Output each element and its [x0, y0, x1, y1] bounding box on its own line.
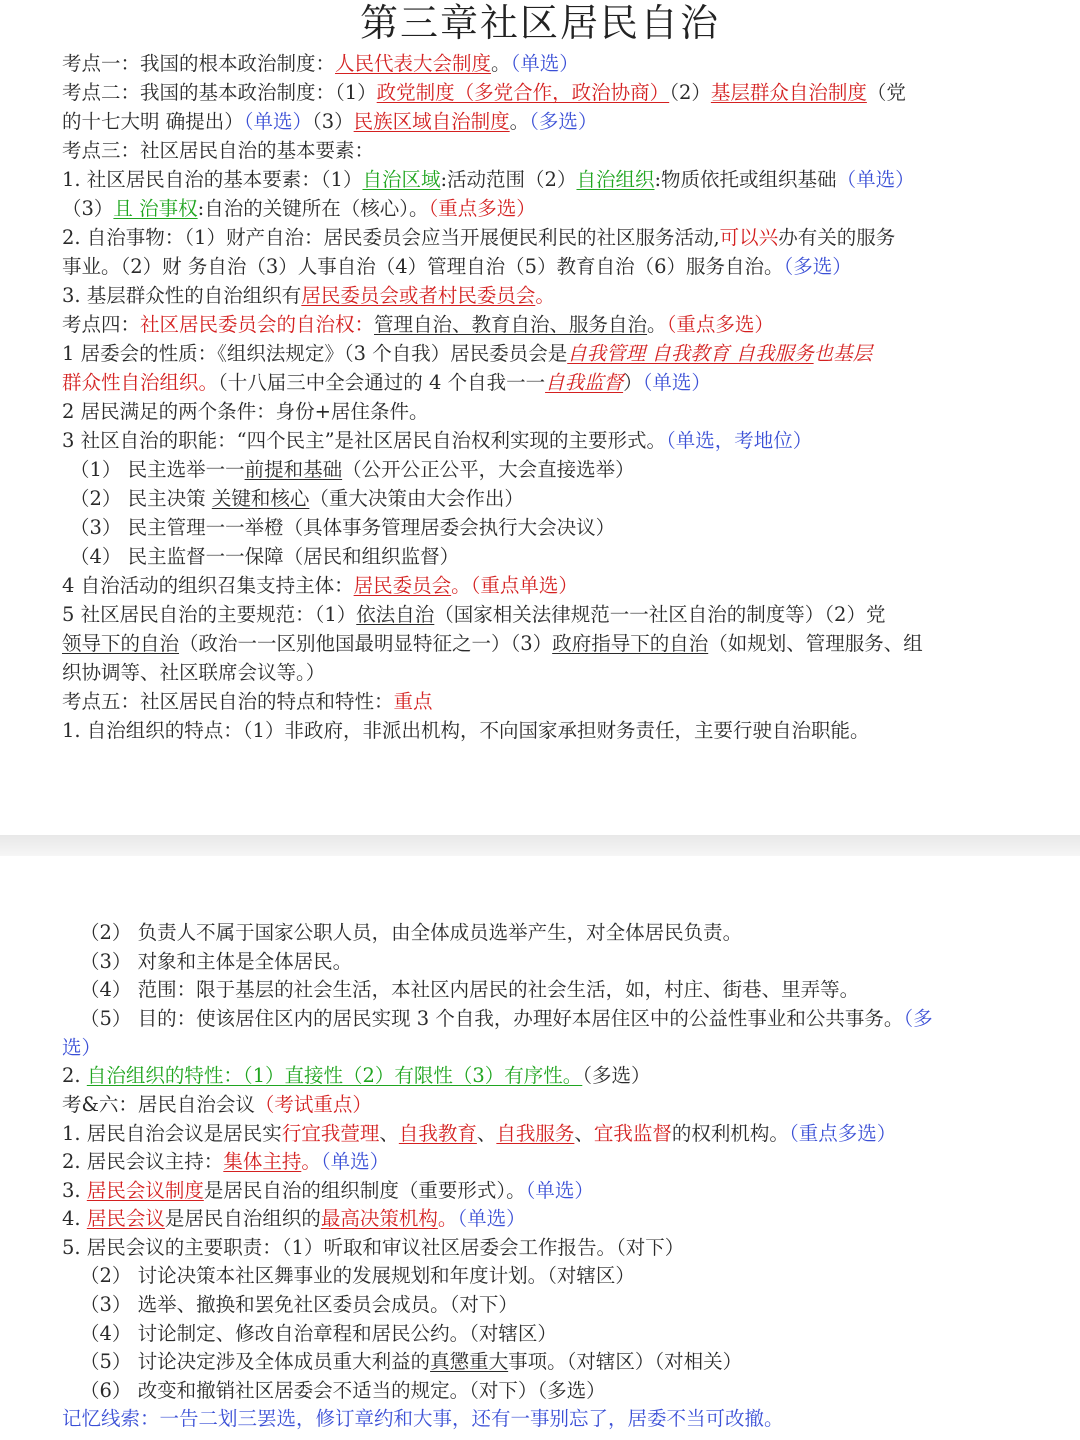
- page-title: 第三章社区居民自治: [359, 1, 720, 45]
- text: 。: [491, 52, 511, 75]
- question-type-tag: （单选，考地位）: [666, 429, 813, 452]
- highlight-text: 群众性自治组织。: [62, 371, 219, 394]
- text: 3. 基层群众性的自治组织有: [62, 284, 302, 307]
- text: （4） 讨论制定、修改自治章程和居民公约。（对辖区）: [80, 1322, 557, 1345]
- question-type-tag: （单选）: [243, 110, 312, 133]
- highlight-text: 居民会议: [86, 1207, 165, 1230]
- text: :活动范围（2）: [440, 168, 577, 191]
- handwritten-note: 自我监督: [545, 371, 624, 394]
- exam-point-4-item-5-cont: [62, 629, 1028, 658]
- text: （5） 讨论决定涉及全体成员重大利益的: [80, 1350, 431, 1373]
- text: 织协调等、社区联席会议等。）: [62, 661, 326, 684]
- underlined-text: 领导下的自治: [62, 632, 180, 655]
- text: （5） 目的：使该居住区内的居民实现 3 个自我，办理好本居住区中的公益性事业和公共事务。: [80, 1007, 904, 1030]
- democracy-item-1: [70, 455, 1036, 484]
- text: 2 居民满足的两个条件：身份+居住条件。: [62, 400, 429, 423]
- highlight-text: 人民代表大会制度: [335, 52, 492, 75]
- question-type-tag: （单选）: [525, 1179, 594, 1202]
- highlight-text: 政党制度（多党合作，政治协商）: [376, 81, 670, 104]
- highlight-text: 居民委员会: [353, 574, 452, 597]
- democracy-item-3: [70, 513, 1036, 542]
- exam-point-1: [62, 49, 1028, 78]
- exam-point-4-item-4: [62, 571, 1028, 600]
- highlight-text: 集体主持: [223, 1150, 302, 1173]
- underlined-text: 前提和基础: [244, 458, 343, 481]
- exam-point-3-item-1: [62, 165, 1028, 194]
- text: （政治一一区别他国最明显特征之一）（3）: [179, 632, 553, 655]
- exam-point-4-item-1: [62, 339, 1028, 368]
- highlight-text: 且 治事权: [113, 197, 198, 220]
- text: 5 社区居民自治的主要规范：（1）: [62, 603, 357, 626]
- exam-point-6-item-5: [62, 1233, 1028, 1262]
- exam-point-5: [62, 687, 1028, 716]
- text: 。: [509, 110, 530, 133]
- highlight-text: 重点: [393, 690, 433, 713]
- text: （3） 民主管理一一举橙（具体事务管理居委会执行大会决议）: [70, 516, 616, 539]
- text: 。: [437, 1207, 458, 1230]
- text: 事项。（对辖区）（对相关）: [508, 1350, 743, 1373]
- text: 3 社区自治的职能：“四个民主”是社区居民自治权利实现的主要形式。: [62, 429, 667, 452]
- exam-point-6-item-4: [62, 1204, 1028, 1233]
- question-type-tag: （单选）: [457, 1207, 526, 1230]
- question-type-tag: （多: [903, 1007, 933, 1030]
- text: （2） 民主决策: [70, 487, 212, 510]
- question-type-tag: （单选）: [320, 1150, 390, 1173]
- text: 2.: [62, 1064, 87, 1087]
- handwritten-note: 也基层: [813, 342, 873, 365]
- text: （国家相关法律规范一一社区自治的制度等）（2）党: [434, 603, 886, 626]
- underlined-text: 政府指导下的自治: [552, 632, 709, 655]
- text: 考点五：社区居民自治的特点和特性：: [62, 690, 394, 713]
- question-type-tag: （重点多选）: [666, 313, 774, 336]
- text: （2） 讨论决策本社区舞事业的发展规划和年度计划。（对辖区）: [80, 1264, 635, 1287]
- highlight-text: 自治组织的特性：（1）直接性（2）有限性（3）有序性。: [86, 1064, 583, 1087]
- text: 、: [476, 1122, 497, 1145]
- question-type-tag: （考试重点）: [254, 1093, 372, 1116]
- question-type-tag: （重点多选）: [428, 197, 536, 220]
- exam-point-4-item-3: [62, 426, 1028, 455]
- highlight-text: 自我服务: [496, 1122, 575, 1145]
- exam-point-4-item-5-cont2: [62, 658, 1028, 687]
- question-type-tag: （重点多选）: [788, 1122, 897, 1145]
- text: （1） 民主选举一一: [70, 458, 245, 481]
- question-type-tag: （单选）: [836, 168, 915, 191]
- exam-point-3-item-3: [62, 281, 1028, 310]
- exam-point-3-item-1-cont: [62, 194, 1028, 223]
- exam-point-4-item-5: [62, 600, 1028, 629]
- highlight-text: 民族区域自治制度: [353, 110, 510, 133]
- text: 5. 居民会议的主要职责：（1）听取和审议社区居委会工作报告。（对下）: [62, 1236, 685, 1259]
- text: 1 居委会的性质：《组织法规定》（3 个自我）居民委员会是: [62, 342, 568, 365]
- exam-point-4-item-1-cont: [62, 368, 1028, 397]
- exam-point-6-item-1: [62, 1119, 1028, 1148]
- highlight-text: 自治区域: [362, 168, 441, 191]
- text: （2）: [669, 81, 711, 104]
- text: :物质依托或组织基础: [654, 168, 837, 191]
- question-type-tag: （多选）: [529, 110, 598, 133]
- exam-point-5-item-2: [62, 1061, 1028, 1090]
- text: 是居民自治的组织制度（重要形式）。: [203, 1179, 526, 1202]
- duty-item-6: [80, 1376, 1046, 1405]
- democracy-item-2: [70, 484, 1036, 513]
- document-page-2: [0, 856, 1080, 1440]
- highlight-text: 居民委员会或者村民委员会: [301, 284, 536, 307]
- underlined-text: 关键和核心: [211, 487, 310, 510]
- text: 2. 自治事物：（1）财产自治：居民委员会应当开展便民利民的社区服务活动,: [62, 226, 720, 249]
- question-type-tag: （重点单选）: [470, 574, 578, 597]
- feature-item-5: [80, 1004, 1046, 1033]
- question-type-tag: （单选）: [510, 52, 579, 75]
- exam-point-6-item-2: [62, 1147, 1028, 1176]
- text: 4.: [62, 1207, 87, 1230]
- highlight-text: 行宜我萱理: [281, 1122, 380, 1145]
- text: 4 自治活动的组织召集支持主体：: [62, 574, 354, 597]
- highlight-text: 社区居民委员会的自治权：: [140, 313, 375, 336]
- text: 3.: [62, 1179, 87, 1202]
- text: 考点一：我国的根本政治制度：: [62, 52, 336, 75]
- feature-item-2: [80, 918, 1046, 947]
- exam-point-5-item-1: [62, 716, 1028, 745]
- text: 办有关的服务: [778, 226, 896, 249]
- text: （3）: [311, 110, 354, 133]
- highlight-text: 居民会议制度: [86, 1179, 204, 1202]
- text: （4） 范围：限于基层的社会生活，本社区内居民的社会生活，如，村庄、街巷、里弄等。: [80, 978, 860, 1001]
- text: （党: [866, 81, 906, 104]
- text: 1. 社区居民自治的基本要素：（1）: [62, 168, 363, 191]
- text: （4） 民主监督一一保障（居民和组织监督）: [70, 545, 460, 568]
- exam-point-3: [62, 136, 1028, 165]
- highlight-text: 最高决策机构: [320, 1207, 438, 1230]
- text: 2. 居民会议主持：: [62, 1150, 224, 1173]
- underlined-text: 真懲重大: [430, 1350, 509, 1373]
- underlined-text: 管理自治、教育自治、服务自治: [374, 313, 648, 336]
- text: 。: [647, 313, 667, 336]
- text: 考&六：居民自治会议: [62, 1093, 255, 1116]
- text: 、: [574, 1122, 594, 1145]
- feature-item-5-cont: [62, 1033, 1028, 1062]
- exam-point-6-item-3: [62, 1176, 1028, 1205]
- exam-point-2-cont: [62, 107, 1028, 136]
- memory-cue-text: 记忆线索：一告二划三罢选，修订章约和大事，还有一事别忘了，居委不当可改撤。: [62, 1407, 784, 1430]
- text: 考点二：我国的基本政治制度：（1）: [62, 81, 377, 104]
- highlight-text: 基层群众自治制度: [710, 81, 867, 104]
- text: 是居民自治组织的: [164, 1207, 321, 1230]
- text: 。: [535, 284, 555, 307]
- memory-cue: [62, 1404, 1028, 1433]
- feature-item-3: [80, 947, 1046, 976]
- text: （公开公正公平，大会直接选举）: [342, 458, 635, 481]
- text: （3）: [62, 197, 114, 220]
- duty-item-3: [80, 1290, 1046, 1319]
- text: （重大决策由大会作出）: [309, 487, 524, 510]
- underlined-text: 依法自治: [356, 603, 435, 626]
- exam-point-4: [62, 310, 1028, 339]
- question-type-tag: （单选）: [642, 371, 711, 394]
- duty-item-5: [80, 1347, 1046, 1376]
- text: 事业。（2）财 务自治（3）人事自治（4）管理自治（5）教育自治（6）服务自治。: [62, 255, 784, 278]
- text: 。: [451, 574, 471, 597]
- question-type-tag: （多选）: [783, 255, 852, 278]
- question-type-tag: （多选）: [582, 1064, 651, 1087]
- text: 1. 居民自治会议是居民实: [62, 1122, 282, 1145]
- text: （2） 负责人不属于国家公职人员，由全体成员选举产生，对全体居民负责。: [80, 921, 743, 944]
- text: （如规划、管理服务、组: [708, 632, 923, 655]
- highlight-text: 宜我监督: [593, 1122, 672, 1145]
- text: 。: [301, 1150, 321, 1173]
- highlight-text: 自我教育: [398, 1122, 477, 1145]
- exam-point-3-item-2: [62, 223, 1028, 252]
- duty-item-4: [80, 1319, 1046, 1348]
- highlight-text: 可以兴: [719, 226, 779, 249]
- exam-point-2: [62, 78, 1028, 107]
- text: 的权利机构。: [671, 1122, 789, 1145]
- text: 的十七大明 确提出）: [62, 110, 244, 133]
- duty-item-2: [80, 1261, 1046, 1290]
- text: （十八届三中全会通过的 4 个自我一一: [218, 371, 546, 394]
- text: 考点四：: [62, 313, 141, 336]
- page-separator: [0, 835, 1080, 856]
- exam-point-4-item-2: [62, 397, 1028, 426]
- highlight-text: 自治组织: [576, 168, 655, 191]
- exam-point-3-item-2-cont: [62, 252, 1028, 281]
- feature-item-4: [80, 975, 1046, 1004]
- exam-point-6: [62, 1090, 1028, 1119]
- handwritten-note: 自我管理 自我教育 自我服务: [567, 342, 814, 365]
- text: （6） 改变和撤销社区居委会不适当的规定。（对下）（多选）: [80, 1379, 606, 1402]
- democracy-item-4: [70, 542, 1036, 571]
- text: :自治的关键所在（核心）。: [197, 197, 429, 220]
- text: （3） 对象和主体是全体居民。: [80, 950, 353, 973]
- text: 1. 自治组织的特点：（1）非政府，非派出机构，不向国家承担财务责任，主要行驶自治职能。: [62, 719, 870, 742]
- question-type-tag: 选）: [62, 1036, 102, 1059]
- text: 考点三：社区居民自治的基本要素：: [62, 139, 375, 162]
- text: ）: [623, 371, 643, 394]
- text: （3） 选举、撤换和罢免社区委员会成员。（对下）: [80, 1293, 518, 1316]
- text: 、: [379, 1122, 399, 1145]
